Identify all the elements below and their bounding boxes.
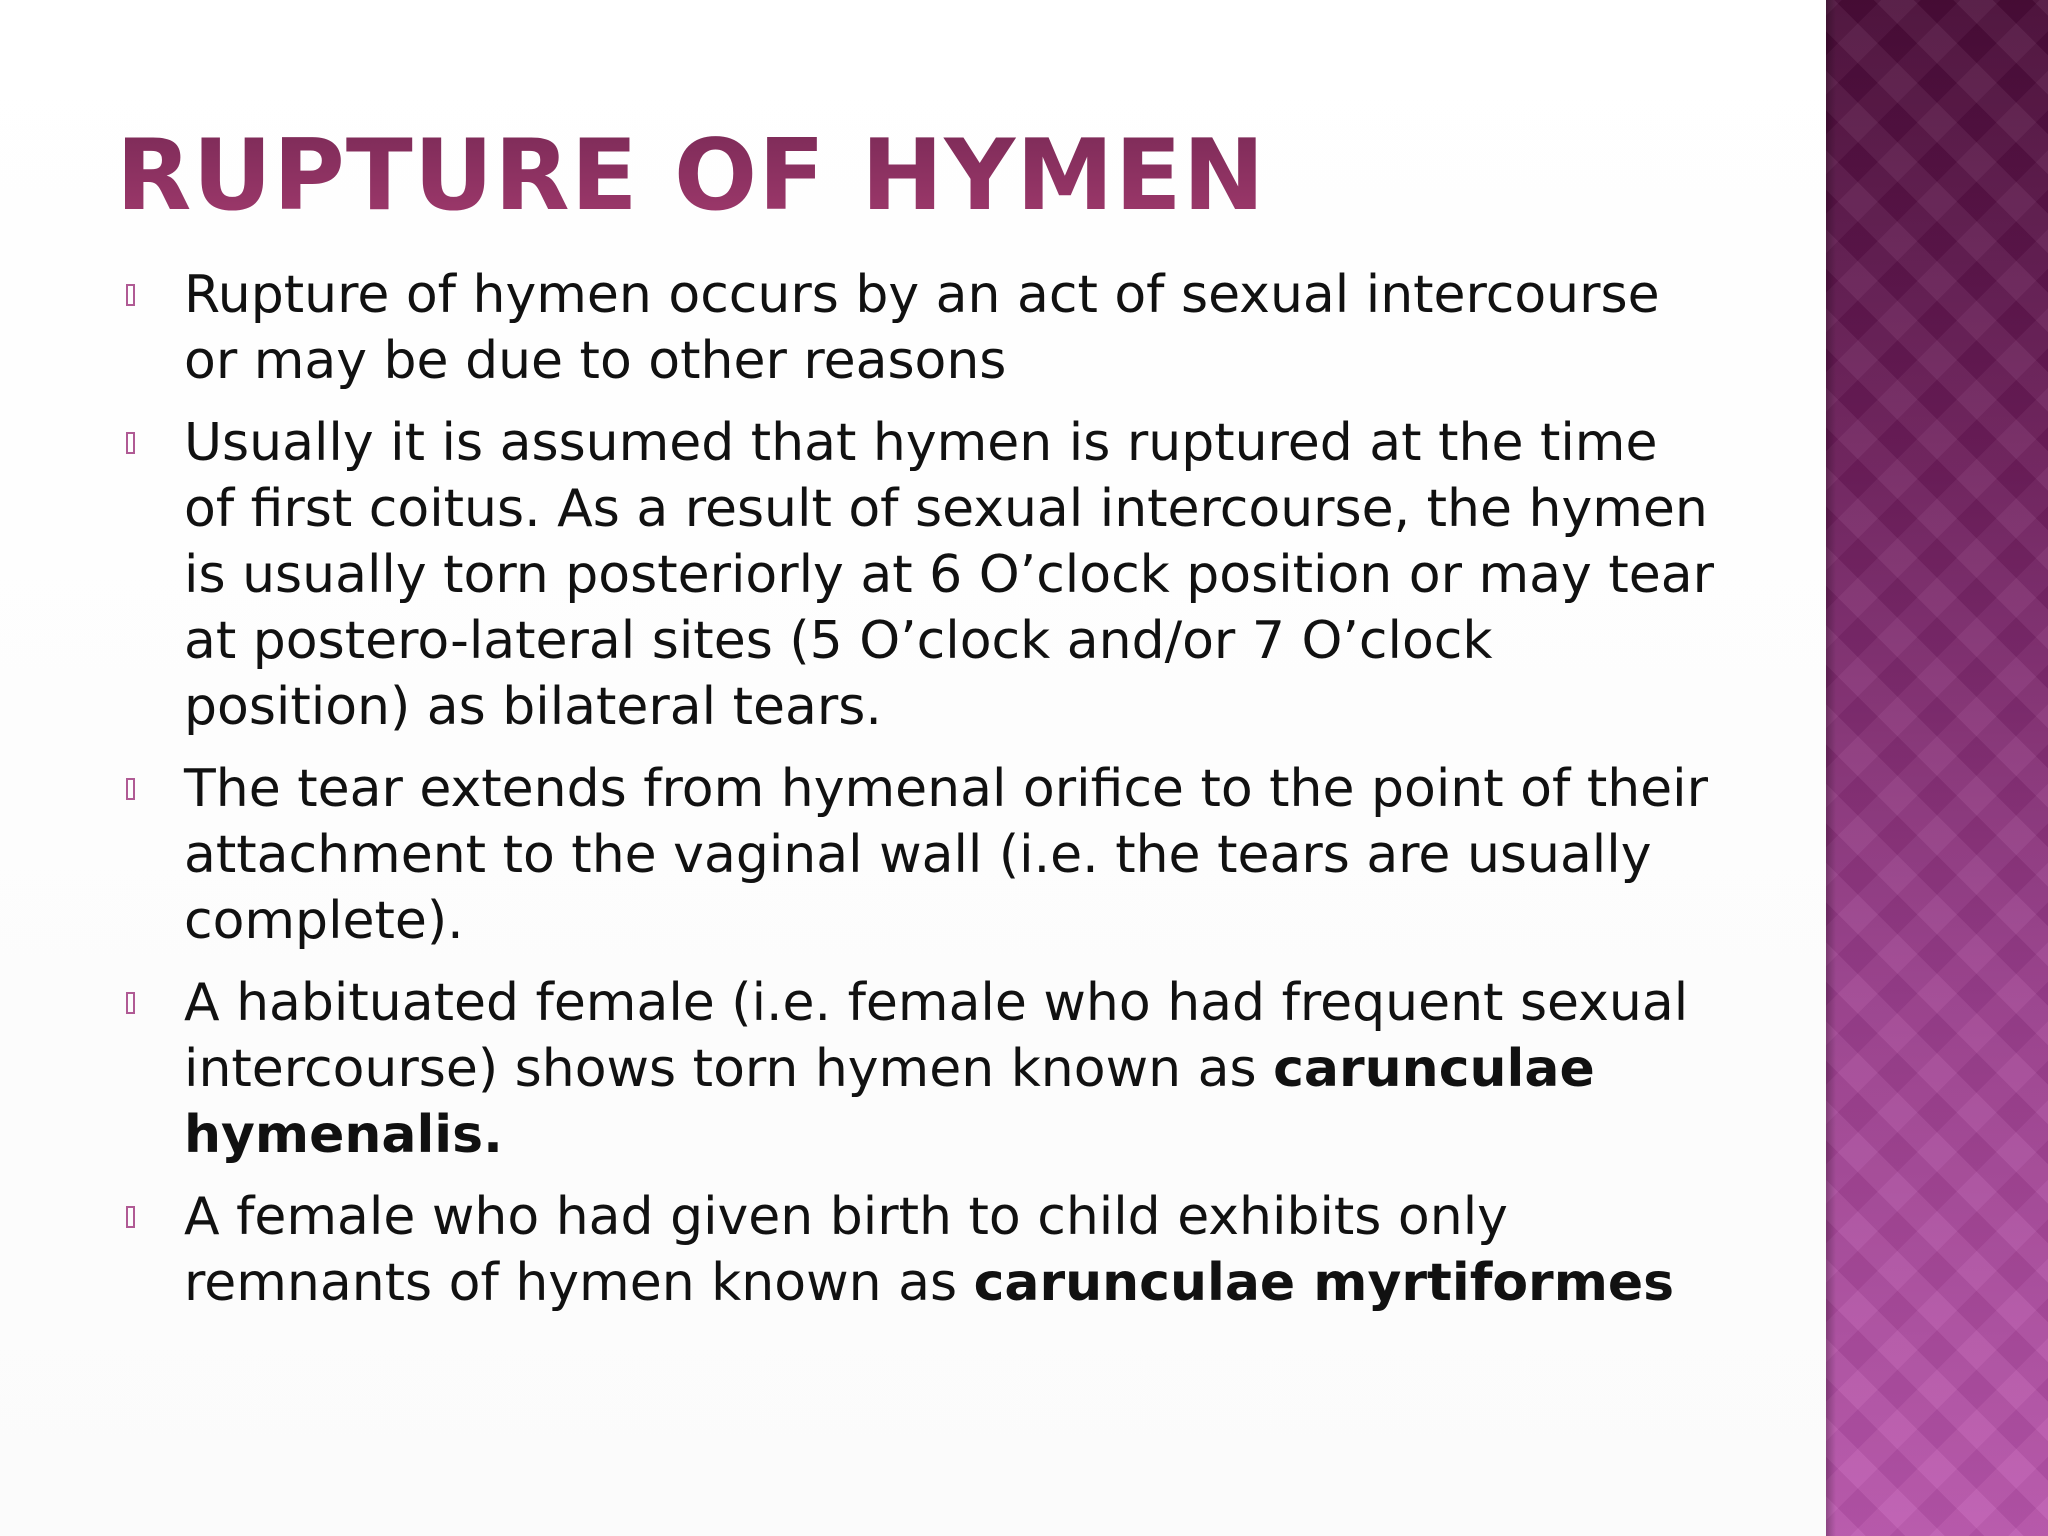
bullet-text (184, 265, 1660, 391)
bullet-marker-icon (126, 1206, 135, 1228)
bullet-plain-text: A habituated female (i.e. female who had frequent sexual intercourse) shows torn hymen known as (184, 973, 1689, 1099)
bullet-plain-text: A female who had given birth to child exhibits only remnants of hymen known as (184, 1187, 1508, 1313)
slide-title: RUPTURE OF HYMEN (116, 118, 1266, 236)
bullet-text (184, 759, 1708, 951)
bullet-text (184, 413, 1714, 737)
bullet-marker-icon (126, 778, 135, 800)
bullet-text (184, 1187, 1674, 1313)
decorative-side-band (1826, 0, 2048, 1536)
bullet-plain-text: The tear extends from hymenal orifice to the point of their attachment to the vaginal wall (i.e. the tears are usually complete). (184, 759, 1708, 951)
bullet-plain-text: Rupture of hymen occurs by an act of sexual intercourse or may be due to other reasons (184, 265, 1660, 391)
list-item (122, 756, 1722, 954)
bullet-list (122, 262, 1722, 1332)
bullet-bold-text: carunculae myrtiformes (973, 1253, 1675, 1313)
bullet-text (184, 973, 1688, 1165)
bullet-marker-icon (126, 432, 135, 454)
list-item (122, 1184, 1722, 1316)
list-item (122, 262, 1722, 394)
bullet-marker-icon (126, 284, 135, 306)
bullet-plain-text: Usually it is assumed that hymen is ruptured at the time of first coitus. As a result of sexual intercourse, the hymen is usually torn posteriorly at 6 O’clock position or may tear at postero-lateral sites (5 O’clock and/or 7 O’clock position) as bilateral tears. (184, 413, 1714, 737)
bullet-marker-icon (126, 992, 135, 1014)
list-item (122, 410, 1722, 740)
bullet-bold-text: carunculae hymenalis. (184, 1039, 1595, 1165)
list-item (122, 970, 1722, 1168)
